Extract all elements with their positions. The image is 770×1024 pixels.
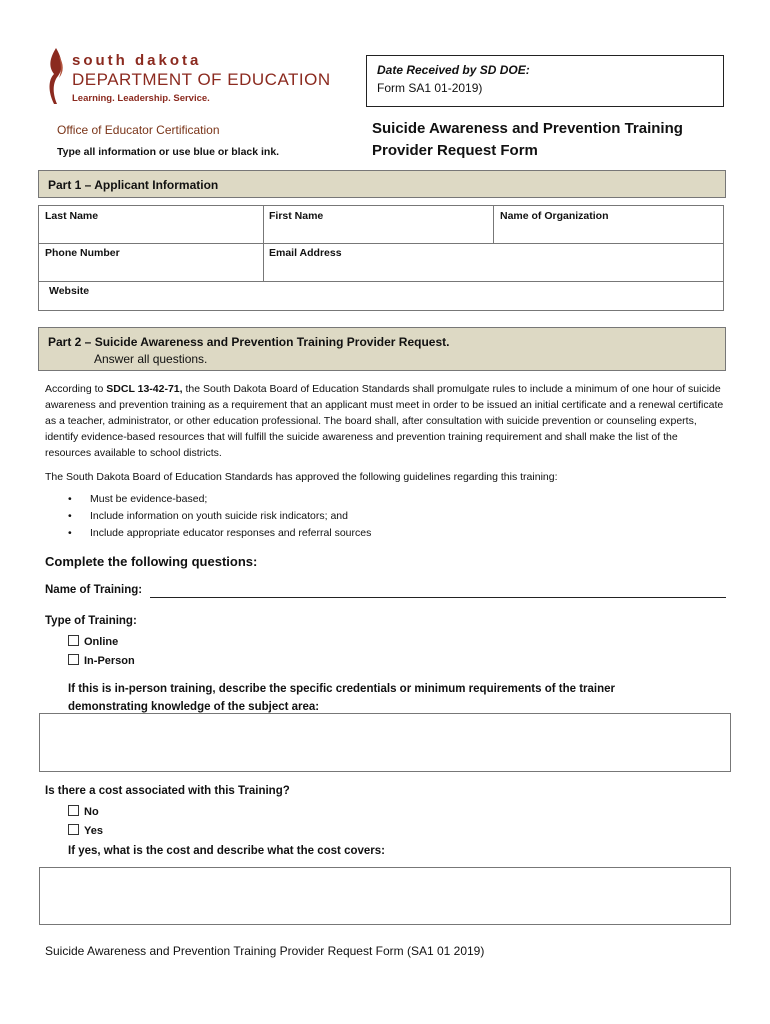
para-body: the South Dakota Board of Education Standards shall promulgate rules to include a minimum of one hour of suicide awareness and prevention training as a requirement that an applicant must meet in order to be issued an initial certificate and a renewal certificate as a teacher, administrator, or other education professional. The board shall, after consultation with suicide prevention or counseling experts, identify evidence-based resources that will fulfill the suicide awareness and prevention training requirement and shall make the list of the resources available to school districts.: [45, 383, 724, 459]
cost-yes-checkbox[interactable]: [68, 824, 103, 837]
questions-heading: Complete the following questions:: [45, 554, 258, 569]
sdcl-citation: SDCL 13-42-71,: [106, 383, 183, 395]
guidelines-list: [68, 491, 371, 542]
part2-subheading: Answer all questions.: [94, 352, 208, 366]
logo-state-name: south dakota: [72, 52, 202, 69]
organization-field[interactable]: Name of Organization: [500, 210, 609, 222]
table-divider: [263, 206, 264, 281]
checkbox-icon: [68, 805, 79, 816]
list-item: • Must be evidence-based;: [68, 491, 371, 508]
office-name: Office of Educator Certification: [57, 123, 220, 137]
list-item: • Include appropriate educator responses and referral sources: [68, 525, 371, 542]
cost-question: Is there a cost associated with this Training?: [45, 785, 290, 797]
logo-department-name: DEPARTMENT OF EDUCATION: [72, 70, 331, 89]
ink-instructions: Type all information or use blue or black ink.: [57, 146, 280, 158]
phone-field[interactable]: Phone Number: [45, 247, 120, 259]
no-label: No: [84, 806, 99, 818]
form-title-line1: Suicide Awareness and Prevention Training: [372, 120, 683, 137]
para-prefix: According to: [45, 383, 107, 395]
logo-tagline: Learning. Leadership. Service.: [72, 93, 210, 104]
cost-description-input[interactable]: [39, 867, 731, 925]
email-field[interactable]: Email Address: [269, 247, 342, 259]
sd-doe-logo-icon: [44, 46, 68, 106]
yes-label: Yes: [84, 825, 103, 837]
website-field[interactable]: Website: [49, 285, 90, 297]
part1-heading: Part 1 – Applicant Information: [48, 178, 219, 192]
checkbox-icon: [68, 635, 79, 646]
list-item: • Include information on youth suicide risk indicators; and: [68, 508, 371, 525]
trainer-credentials-input[interactable]: [39, 713, 731, 772]
name-of-training-label: Name of Training:: [45, 584, 143, 596]
cost-followup-question: If yes, what is the cost and describe what the cost covers:: [68, 845, 385, 857]
in-person-label: In-Person: [84, 655, 135, 667]
guidelines-intro: The South Dakota Board of Education Standards has approved the following guidelines regarding this training:: [45, 471, 558, 483]
form-number: Form SA1 01-2019): [377, 81, 483, 95]
in-person-checkbox[interactable]: [68, 654, 135, 667]
table-divider: [493, 206, 494, 243]
date-received-label: Date Received by SD DOE:: [377, 63, 530, 77]
checkbox-icon: [68, 654, 79, 665]
name-of-training-input[interactable]: [150, 597, 726, 598]
in-person-question: If this is in-person training, describe the specific credentials or minimum requirements of the trainer demonstrating knowledge of the subject area:: [68, 683, 616, 713]
online-checkbox[interactable]: [68, 635, 118, 648]
online-label: Online: [84, 636, 119, 648]
part2-heading: Part 2 – Suicide Awareness and Prevention Training Provider Request.: [48, 335, 450, 349]
cost-no-checkbox[interactable]: [68, 805, 99, 818]
first-name-field[interactable]: First Name: [269, 210, 324, 222]
type-of-training-label: Type of Training:: [45, 615, 137, 627]
applicant-info-table: [38, 205, 724, 311]
part1-header: [38, 170, 726, 198]
form-title-line2: Provider Request Form: [372, 142, 538, 159]
sdcl-paragraph: [45, 381, 725, 461]
page-footer: Suicide Awareness and Prevention Training Provider Request Form (SA1 01 2019): [45, 944, 485, 958]
checkbox-icon: [68, 824, 79, 835]
part2-header: [38, 327, 726, 371]
last-name-field[interactable]: Last Name: [45, 210, 99, 222]
table-divider: [39, 243, 723, 244]
table-divider: [39, 281, 723, 282]
date-received-box: [366, 55, 724, 107]
